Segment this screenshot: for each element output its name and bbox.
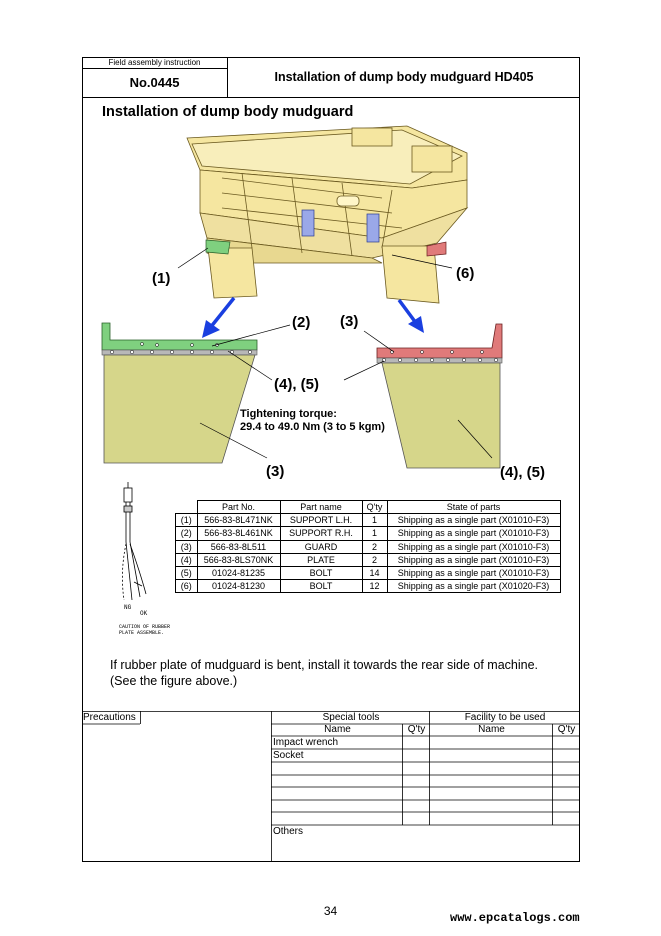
part-number: 01024-81230 <box>197 580 280 593</box>
table-row <box>176 580 561 593</box>
part-index: (3) <box>176 540 198 553</box>
part-name: SUPPORT R.H. <box>280 527 362 540</box>
tool-impact-wrench: Impact wrench <box>273 737 339 748</box>
part-qty: 2 <box>362 540 387 553</box>
support-lh-small <box>206 240 230 254</box>
caution-text <box>119 624 170 636</box>
dump-body-drawing <box>187 126 467 303</box>
parts-table <box>175 500 561 593</box>
part-qty: 12 <box>362 580 387 593</box>
part-name: GUARD <box>280 540 362 553</box>
part-qty: 2 <box>362 553 387 566</box>
caution-line-1: CAUTION OF RUBBER <box>119 624 171 630</box>
facility-header: Facility to be used <box>464 712 546 723</box>
callout-2: (2) <box>292 314 311 331</box>
facility-name-header: Name <box>478 724 505 735</box>
tools-qty-header: Q'ty <box>407 724 426 735</box>
part-index: (4) <box>176 553 198 566</box>
tightening-torque <box>240 408 385 434</box>
tools-name-header: Name <box>324 724 351 735</box>
part-index: (5) <box>176 566 198 579</box>
right-mudguard-detail <box>377 324 502 468</box>
precautions-label: Precautions <box>83 712 136 723</box>
callout-3-bottom: (3) <box>266 463 285 480</box>
part-index: (6) <box>176 580 198 593</box>
table-row <box>176 514 561 527</box>
part-qty: 1 <box>362 514 387 527</box>
bracket-left <box>302 210 314 236</box>
parts-header-state: State of parts <box>387 501 560 514</box>
part-number: 566-83-8LS70NK <box>197 553 280 566</box>
callout-1: (1) <box>152 270 171 287</box>
arrow-right <box>399 300 424 333</box>
callout-4-5-mid: (4), (5) <box>274 376 319 393</box>
part-number: 01024-81235 <box>197 566 280 579</box>
parts-header-row <box>176 501 561 514</box>
field-assembly-label: Field assembly instruction <box>82 57 228 69</box>
tool-socket: Socket <box>273 750 304 761</box>
part-number: 566-83-8L471NK <box>197 514 280 527</box>
mudguard-illustration <box>82 118 580 498</box>
rubber-plate-note: If rubber plate of mudguard is bent, install it towards the rear side of machine. (See the figure above.) <box>110 658 539 688</box>
part-name: BOLT <box>280 580 362 593</box>
part-state: Shipping as a single part (X01010-F3) <box>387 527 560 540</box>
part-state: Shipping as a single part (X01010-F3) <box>387 566 560 579</box>
rubber-plate-sketch <box>110 482 170 622</box>
facility-qty-header: Q'ty <box>557 724 576 735</box>
callout-6: (6) <box>456 265 475 282</box>
part-qty: 1 <box>362 527 387 540</box>
parts-header-name: Part name <box>280 501 362 514</box>
table-row <box>176 553 561 566</box>
part-state: Shipping as a single part (X01010-F3) <box>387 514 560 527</box>
header-title: Installation of dump body mudguard HD405 <box>274 70 534 84</box>
sketch-ok-label: OK <box>140 610 148 617</box>
callout-4-5-bottom: (4), (5) <box>500 464 545 481</box>
main-title: Installation of dump body mudguard <box>102 104 354 120</box>
website-watermark: www.epcatalogs.com <box>450 911 580 925</box>
parts-header-partno: Part No. <box>197 501 280 514</box>
instruction-number: No.0445 <box>82 69 228 97</box>
torque-label: Tightening torque: <box>240 408 337 420</box>
callout-3-top: (3) <box>340 313 359 330</box>
part-name: BOLT <box>280 566 362 579</box>
part-state: Shipping as a single part (X01010-F3) <box>387 553 560 566</box>
part-number: 566-83-8L511 <box>197 540 280 553</box>
part-name: SUPPORT L.H. <box>280 514 362 527</box>
header-divider <box>82 97 580 98</box>
others-label: Others <box>273 826 304 837</box>
table-row <box>176 527 561 540</box>
page-number: 34 <box>323 904 338 918</box>
caution-line-2: PLATE ASSEMBLE. <box>119 630 165 636</box>
part-index: (1) <box>176 514 198 527</box>
part-state: Shipping as a single part (X01010-F3) <box>387 540 560 553</box>
sketch-ng-label: NG <box>124 604 132 611</box>
part-index: (2) <box>176 527 198 540</box>
arrow-left <box>202 298 234 338</box>
parts-header-index <box>176 501 198 514</box>
torque-value: 29.4 to 49.0 Nm (3 to 5 kgm) <box>240 421 385 433</box>
table-row <box>176 566 561 579</box>
parts-header-qty: Q'ty <box>362 501 387 514</box>
part-state: Shipping as a single part (X01020-F3) <box>387 580 560 593</box>
part-number: 566-83-8L461NK <box>197 527 280 540</box>
table-row <box>176 540 561 553</box>
special-tools-header: Special tools <box>322 712 380 723</box>
part-qty: 14 <box>362 566 387 579</box>
bracket-right <box>367 214 379 242</box>
left-mudguard-detail <box>102 323 257 463</box>
part-name: PLATE <box>280 553 362 566</box>
